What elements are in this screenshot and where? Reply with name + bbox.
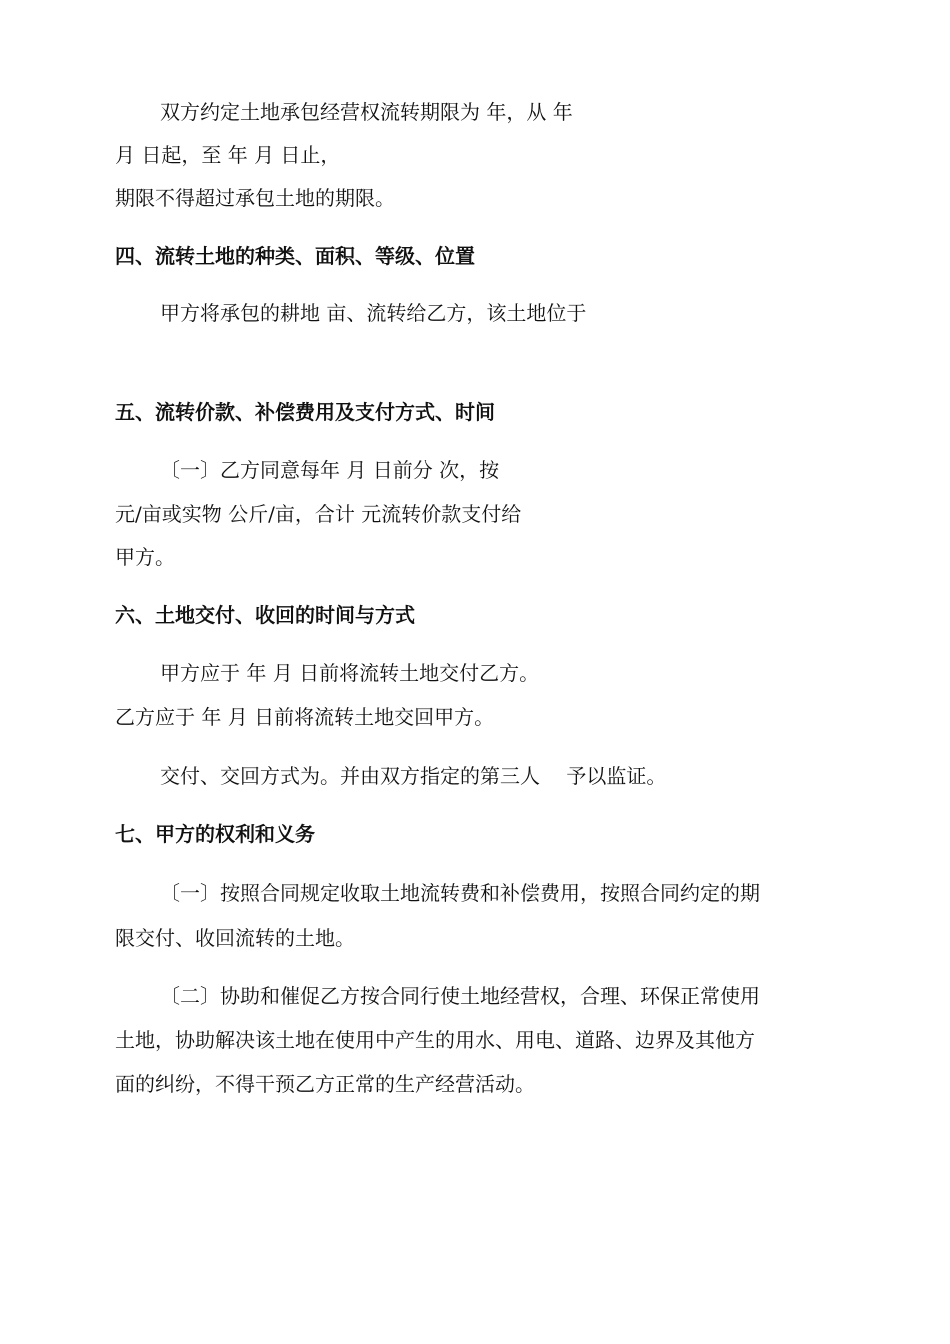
paragraph-delivery-line-3: 交付、交回方式为。并由双方指定的第三人 予以监证。 bbox=[160, 764, 667, 788]
paragraph-term-line-1: 双方约定土地承包经营权流转期限为 年，从 年 bbox=[160, 100, 573, 124]
section-heading-7: 七、甲方的权利和义务 bbox=[115, 822, 315, 846]
paragraph-delivery-line-2: 乙方应于 年 月 日前将流转土地交回甲方。 bbox=[115, 705, 495, 729]
paragraph-price-line-3: 甲方。 bbox=[115, 545, 175, 569]
section-heading-5: 五、流转价款、补偿费用及支付方式、时间 bbox=[115, 400, 495, 424]
paragraph-rights-2-line-1: 〔二〕协助和催促乙方按合同行使土地经营权，合理、环保正常使用 bbox=[160, 984, 760, 1008]
paragraph-rights-2-line-2: 土地，协助解决该土地在使用中产生的用水、用电、道路、边界及其他方 bbox=[115, 1028, 755, 1052]
paragraph-term-line-2: 月 日起，至 年 月 日止， bbox=[115, 143, 341, 167]
paragraph-price-line-2: 元/亩或实物 公斤/亩，合计 元流转价款支付给 bbox=[115, 502, 522, 526]
paragraph-land-line-1: 甲方将承包的耕地 亩、流转给乙方，该土地位于 bbox=[160, 301, 587, 325]
section-heading-4: 四、流转土地的种类、面积、等级、位置 bbox=[115, 244, 475, 268]
section-heading-6: 六、土地交付、收回的时间与方式 bbox=[115, 603, 415, 627]
paragraph-term-line-3: 期限不得超过承包土地的期限。 bbox=[115, 186, 395, 210]
paragraph-delivery-line-1: 甲方应于 年 月 日前将流转土地交付乙方。 bbox=[160, 661, 540, 685]
paragraph-rights-1-line-2: 限交付、收回流转的土地。 bbox=[115, 926, 355, 950]
paragraph-price-line-1: 〔一〕乙方同意每年 月 日前分 次，按 bbox=[160, 458, 500, 482]
paragraph-rights-2-line-3: 面的纠纷，不得干预乙方正常的生产经营活动。 bbox=[115, 1072, 535, 1096]
paragraph-rights-1-line-1: 〔一〕按照合同规定收取土地流转费和补偿费用，按照合同约定的期 bbox=[160, 881, 760, 905]
